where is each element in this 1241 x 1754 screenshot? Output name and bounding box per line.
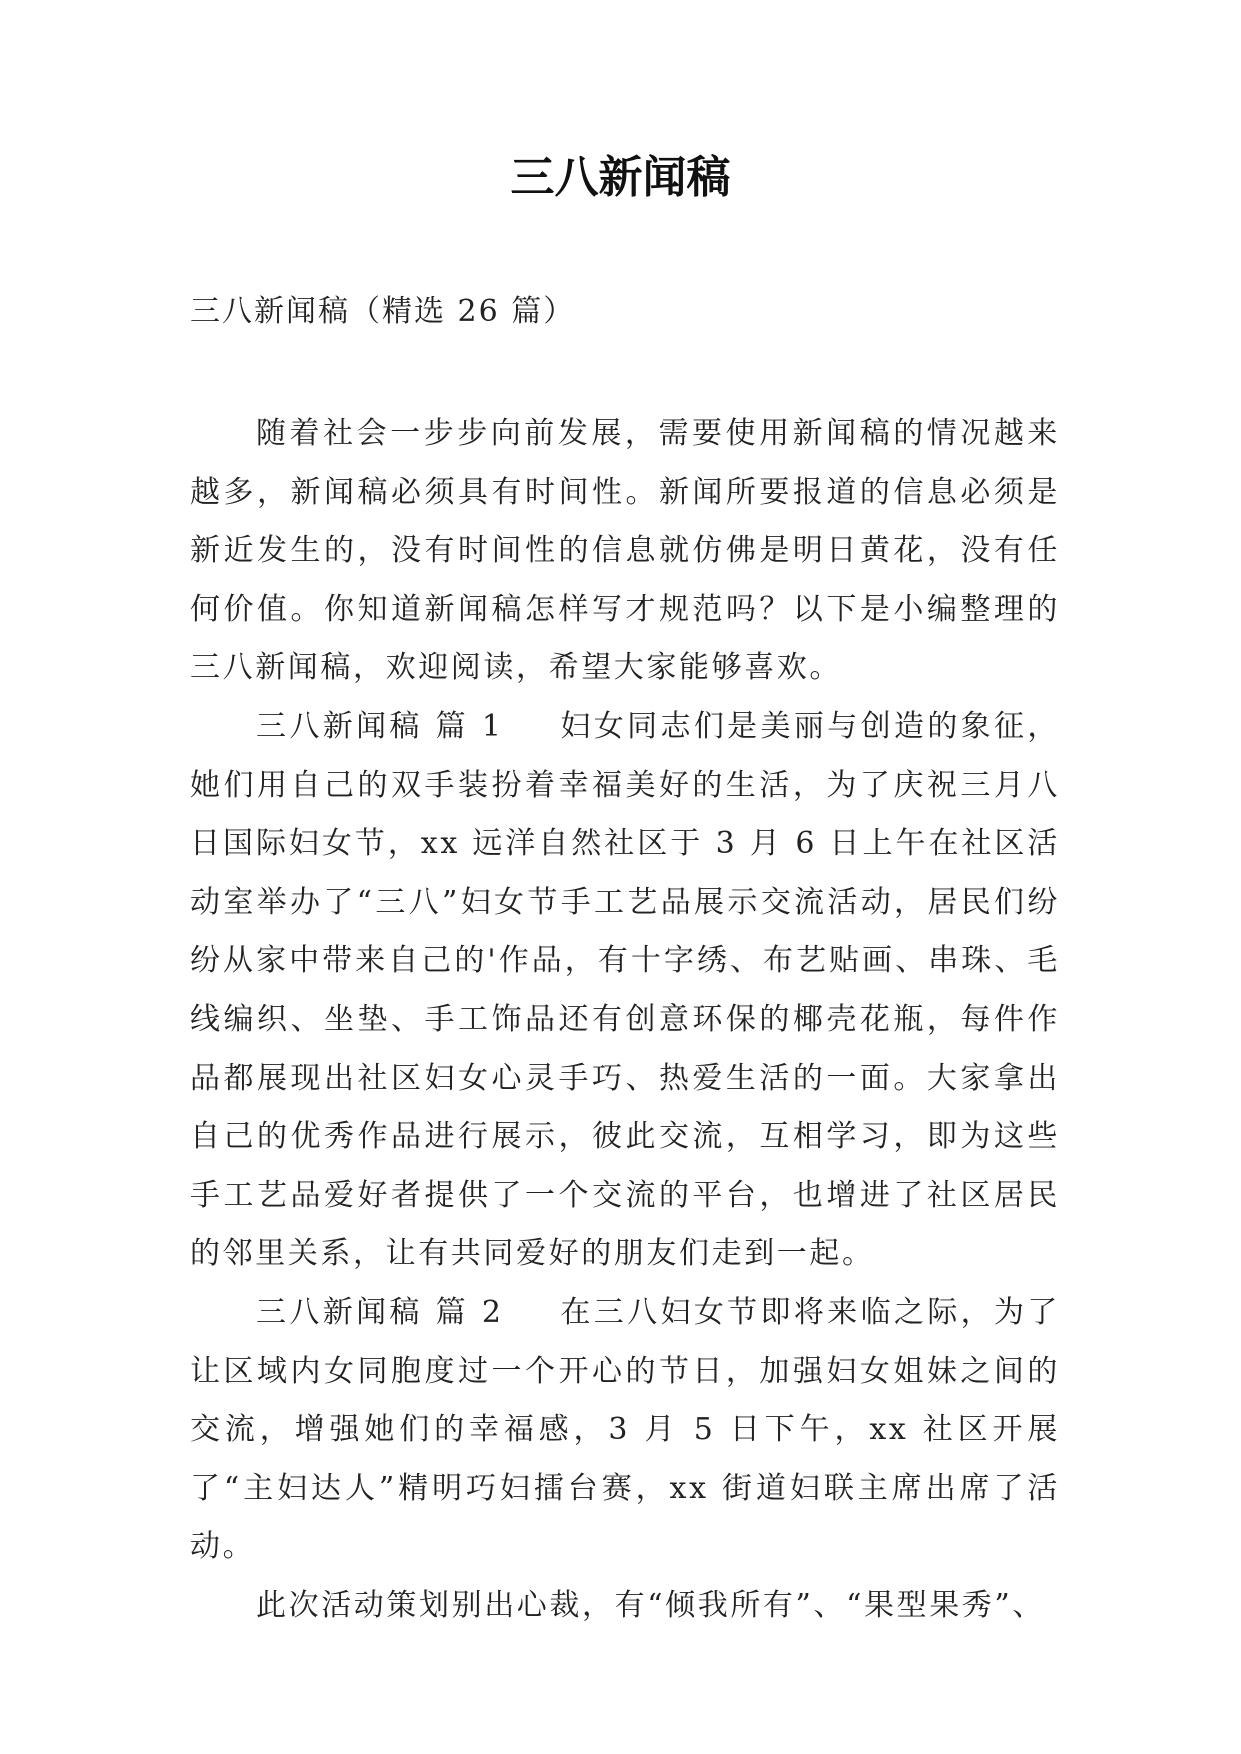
document-title: 三八新闻稿 [510, 152, 731, 203]
section-label-2: 三八新闻稿 篇 2 [256, 1294, 504, 1330]
section-paragraph-2 [190, 1284, 1060, 1577]
document-subtitle: 三八新闻稿（精选 26 篇） [190, 294, 576, 329]
intro-paragraph: 随着社会一步步向前发展，需要使用新闻稿的情况越来越多，新闻稿必须具有时间性。新闻所要报道的信息必须是新近发生的，没有时间性的信息就仿佛是明日黄花，没有任何价值。你知道新闻稿怎样写才规范吗？以下是小编整理的三八新闻稿，欢迎阅读，希望大家能够喜欢。 [190, 416, 1060, 686]
section-text-1: 妇女同志们是美丽与创造的象征，她们用自己的双手装扮着幸福美好的生活，为了庆祝三月八日国际妇女节，xx 远洋自然社区于 3 月 6 日上午在社区活动室举办了“三八”妇女节手工艺品展示交流活动，居民们纷纷从家中带来自己的'作品，有十字绣、布艺贴画、串珠、毛线编织、坐垫、手工饰品还有创意环保的椰壳花瓶，每件作品都展现出社区妇女心灵手巧、热爱生活的一面。大家拿出自己的优秀作品进行展示，彼此交流，互相学习，即为这些手工艺品爱好者提供了一个交流的平台，也增进了社区居民的邻里关系，让有共同爱好的朋友们走到一起。 [190, 708, 1060, 1272]
closing-paragraph: 此次活动策划别出心裁，有“倾我所有”、“果型果秀”、 [256, 1587, 1045, 1623]
document-body [190, 405, 1060, 1635]
section-paragraph-1 [190, 698, 1060, 1284]
section-text-2: 在三八妇女节即将来临之际，为了让区域内女同胞度过一个开心的节日，加强妇女姐妹之间的交流，增强她们的幸福感，3 月 5 日下午，xx 社区开展了“主妇达人”精明巧妇擂台赛，xx 街道妇联主席出席了活动。 [190, 1294, 1060, 1565]
section-label-1: 三八新闻稿 篇 1 [256, 708, 504, 744]
